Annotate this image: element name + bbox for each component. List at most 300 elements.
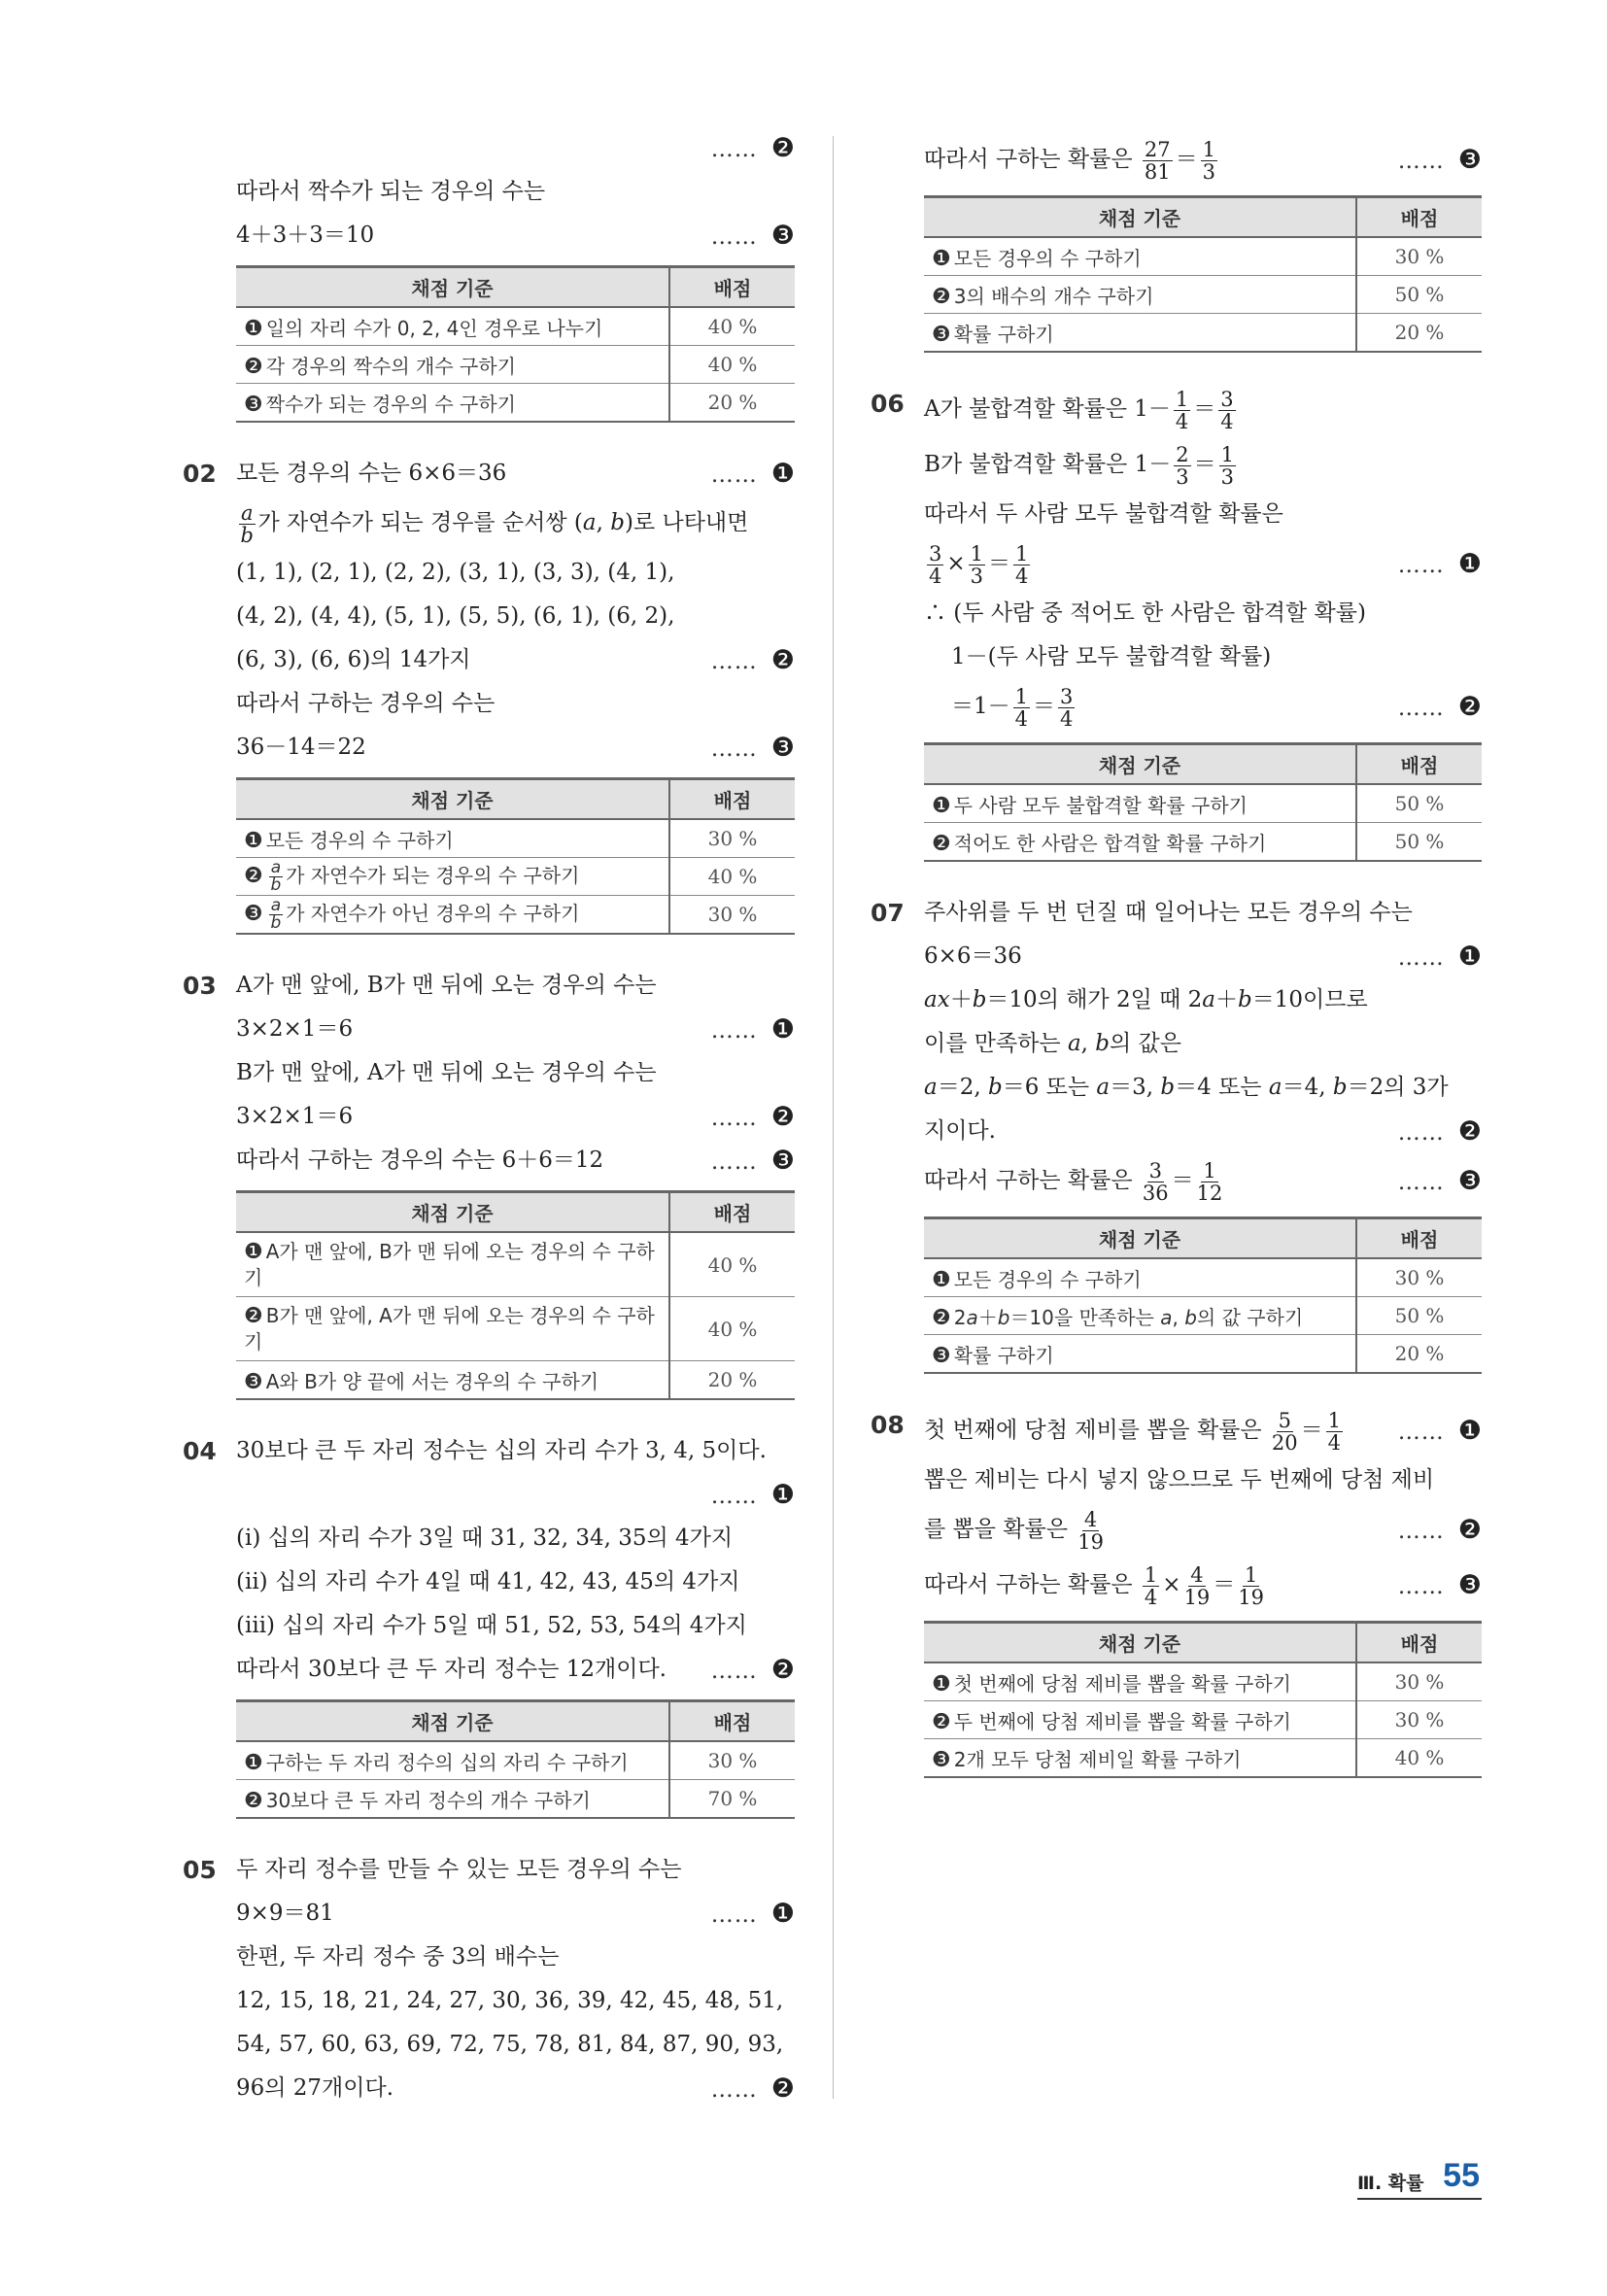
- text-segment: ＝6 또는: [1002, 1075, 1097, 1100]
- score-cell: 40 %: [669, 858, 795, 896]
- text-segment: 짝수가 되는 경우의 수 구하기: [265, 392, 517, 416]
- text-segment: 지이다.: [924, 1118, 996, 1144]
- solution-line: [236, 1648, 795, 1692]
- solution-line: [236, 1008, 795, 1051]
- denominator: 20: [1271, 1430, 1298, 1455]
- problem-07: [871, 891, 1482, 1374]
- text-segment: 따라서 구하는 확률은: [924, 1168, 1140, 1193]
- fraction: [1184, 1564, 1211, 1608]
- text-segment: 따라서 30보다 큰 두 자리 정수는 12개이다.: [236, 1657, 667, 1682]
- text-segment: 두 자리 정수를 만들 수 있는 모든 경우의 수는: [236, 1857, 682, 1882]
- score-header: 배점: [669, 779, 795, 820]
- text-segment: ＝: [1033, 694, 1056, 719]
- step-number-icon: ❷: [770, 2073, 795, 2104]
- numerator: 3: [929, 541, 942, 565]
- page-footer: [1357, 2159, 1482, 2200]
- solution-line: [924, 382, 1482, 437]
- solution-line: [236, 1892, 795, 1936]
- step-number-icon: ❸: [770, 1146, 795, 1176]
- text-segment: 30보다 큰 두 자리 정수는 십의 자리 수가 3, 4, 5이다.: [236, 1438, 767, 1463]
- text-segment: 뽑은 제비는 다시 넣지 않으므로 두 번째에 당첨 제비: [924, 1467, 1435, 1492]
- step-number-icon: ❸: [932, 322, 951, 347]
- fraction: [927, 543, 943, 587]
- score-cell: 30 %: [1356, 1701, 1482, 1739]
- text-segment: ＋: [977, 1305, 998, 1329]
- step-marker: [711, 452, 795, 497]
- table-row: [924, 1662, 1482, 1701]
- text-segment: ＝3,: [1110, 1075, 1161, 1100]
- criteria-cell: [924, 823, 1356, 862]
- text-segment: 모든 경우의 수는 6×6＝36: [236, 461, 507, 486]
- criteria-cell: [236, 384, 669, 423]
- page-number: 55: [1443, 2157, 1480, 2194]
- score-cell: 50 %: [1356, 823, 1482, 862]
- step-number-icon: ❶: [932, 1267, 951, 1292]
- text-segment: ＝: [1193, 452, 1216, 477]
- math-variable: b: [1095, 1031, 1111, 1056]
- step-number-icon: ❷: [932, 831, 951, 856]
- solution-line: [236, 682, 795, 726]
- math-variable: a: [582, 510, 597, 535]
- denominator: 19: [1077, 1529, 1104, 1554]
- step-number-icon: ❷: [770, 1655, 795, 1685]
- leader-dots: ……: [1397, 945, 1445, 971]
- step-marker: [1398, 132, 1482, 189]
- text-segment: 이를 만족하는: [924, 1031, 1068, 1056]
- solution-line: [924, 1502, 1482, 1558]
- text-segment: B가 불합격할 확률은 1－: [924, 452, 1172, 477]
- text-segment: ＝2의 3가: [1347, 1075, 1449, 1100]
- problem-number: 08: [871, 1411, 905, 1439]
- step-marker: [1398, 679, 1482, 737]
- text-segment: 3×2×1＝6: [236, 1016, 354, 1042]
- math-variable: a: [1160, 1305, 1173, 1329]
- step-number-icon: ❷: [1457, 1515, 1482, 1545]
- score-cell: 20 %: [669, 384, 795, 423]
- table-row: [924, 276, 1482, 314]
- step-marker: [711, 638, 795, 684]
- score-cell: 30 %: [669, 1741, 795, 1780]
- math-variable: a: [966, 1305, 978, 1329]
- math-variable: b: [972, 987, 987, 1012]
- leader-dots: ……: [710, 737, 758, 762]
- fraction: [1058, 686, 1075, 730]
- table-header-row: [236, 779, 795, 820]
- text-segment: ＋: [1215, 987, 1239, 1012]
- table-header-row: [924, 744, 1482, 785]
- table-header-row: [236, 267, 795, 308]
- score-cell: 30 %: [1356, 1662, 1482, 1701]
- step-marker: [711, 1473, 795, 1519]
- step-number-icon: ❶: [244, 316, 263, 341]
- column-divider: [833, 136, 834, 2099]
- criteria-cell: [236, 1232, 669, 1297]
- text-segment: 모든 경우의 수 구하기: [953, 246, 1142, 270]
- numerator: 1: [1244, 1562, 1258, 1587]
- solution-line: [236, 2023, 795, 2067]
- criteria-header: 채점 기준: [924, 197, 1356, 238]
- math-variable: b: [1184, 1305, 1197, 1329]
- step-marker: [711, 1139, 795, 1184]
- solution-line: [924, 1458, 1482, 1502]
- criteria-cell: [236, 307, 669, 346]
- solution-line: [236, 638, 795, 682]
- denominator: 4: [929, 564, 942, 588]
- text-segment: 구하는 두 자리 정수의 십의 자리 수 구하기: [265, 1750, 629, 1774]
- math-variable: a: [1202, 987, 1216, 1012]
- step-number-icon: ❷: [770, 133, 795, 163]
- step-number-icon: ❷: [932, 1305, 951, 1330]
- text-segment: ×: [946, 551, 966, 576]
- grading-table: [236, 1190, 795, 1400]
- criteria-cell: [236, 819, 669, 858]
- step-number-icon: ❸: [932, 1343, 951, 1368]
- denominator: 4: [1060, 706, 1074, 731]
- leader-dots: ……: [710, 1018, 758, 1044]
- score-cell: 50 %: [1356, 784, 1482, 823]
- text-segment: 12, 15, 18, 21, 24, 27, 30, 36, 39, 42, 45, 48, 51,: [236, 1988, 784, 2013]
- problem-continued: [183, 126, 795, 423]
- criteria-cell: [924, 1297, 1356, 1335]
- fraction: [1197, 1160, 1223, 1204]
- table-row: [924, 237, 1482, 276]
- text-segment: 한편, 두 자리 정수 중 3의 배수는: [236, 1944, 560, 1970]
- chapter-label: Ⅲ. 확률: [1357, 2173, 1424, 2194]
- denominator: b: [240, 523, 254, 547]
- table-row: [924, 1701, 1482, 1739]
- solution-line: [924, 493, 1482, 536]
- text-segment: 96의 27개이다.: [236, 2075, 394, 2101]
- step-number-icon: ❶: [770, 1899, 795, 1929]
- criteria-cell: [924, 1335, 1356, 1374]
- text-segment: 9×9＝81: [236, 1901, 334, 1926]
- problem-number: 05: [183, 1856, 217, 1884]
- text-segment: (ⅲ) 십의 자리 수가 5일 때 51, 52, 53, 54의 4가지: [236, 1613, 747, 1638]
- numerator: a: [241, 500, 254, 525]
- math-variable: a: [1268, 1075, 1282, 1100]
- problem-08: [871, 1403, 1482, 1778]
- text-segment: ＝: [1171, 1168, 1194, 1193]
- solution-line: [924, 592, 1482, 635]
- text-segment: 가 자연수가 되는 경우의 수 구하기: [286, 863, 580, 887]
- leader-dots: ……: [710, 137, 758, 162]
- step-number-icon: ❸: [932, 1747, 951, 1772]
- numerator: 1: [1144, 1562, 1158, 1587]
- solution-line: [924, 437, 1482, 493]
- table-row: [236, 346, 795, 384]
- numerator: 3: [1220, 387, 1234, 411]
- table-row: [236, 1232, 795, 1297]
- score-cell: 40 %: [669, 346, 795, 384]
- numerator: 1: [1175, 387, 1189, 411]
- step-number-icon: ❷: [1457, 1116, 1482, 1147]
- step-marker: [1398, 1558, 1482, 1615]
- criteria-cell: [924, 784, 1356, 823]
- text-segment: ＝4 또는: [1175, 1075, 1269, 1100]
- fraction: [269, 895, 283, 933]
- table-row: [236, 1297, 795, 1361]
- score-header: 배점: [1356, 744, 1482, 785]
- criteria-cell: [236, 1780, 669, 1819]
- text-segment: ＝: [1175, 147, 1198, 172]
- solution-line: [924, 891, 1482, 935]
- text-segment: )로 나타내면: [624, 510, 749, 535]
- criteria-cell: [236, 858, 669, 896]
- solution-line: [236, 1429, 795, 1473]
- step-number-icon: ❶: [932, 1671, 951, 1696]
- text-segment: ＝2,: [937, 1075, 988, 1100]
- leader-dots: ……: [710, 224, 758, 250]
- math-variable: a: [1096, 1075, 1111, 1100]
- score-header: 배점: [1356, 1218, 1482, 1259]
- text-segment: B가 맨 앞에, A가 맨 뒤에 오는 경우의 수 구하기: [244, 1304, 655, 1354]
- problem-03: [183, 964, 795, 1400]
- solution-line: [236, 595, 795, 638]
- solution-line: [236, 1473, 795, 1517]
- step-marker: [711, 1648, 795, 1694]
- table-row: [236, 819, 795, 858]
- text-segment: 따라서 구하는 경우의 수는: [236, 691, 496, 716]
- criteria-cell: [236, 1741, 669, 1780]
- score-cell: 40 %: [669, 1297, 795, 1361]
- text-segment: A와 B가 양 끝에 서는 경우의 수 구하기: [265, 1369, 599, 1393]
- solution-line: [924, 1066, 1482, 1110]
- denominator: 36: [1142, 1181, 1169, 1205]
- criteria-cell: [924, 314, 1356, 353]
- text-segment: 확률 구하기: [953, 1343, 1054, 1367]
- criteria-cell: [236, 896, 669, 935]
- text-segment: B가 맨 앞에, A가 맨 뒤에 오는 경우의 수는: [236, 1060, 657, 1085]
- step-number-icon: ❷: [770, 645, 795, 675]
- numerator: 1: [1327, 1408, 1342, 1432]
- denominator: 4: [1144, 1585, 1158, 1609]
- numerator: 1: [1202, 137, 1216, 161]
- score-cell: 30 %: [1356, 1258, 1482, 1297]
- table-row: [924, 1335, 1482, 1374]
- leader-dots: ……: [710, 1106, 758, 1131]
- table-row: [236, 896, 795, 935]
- table-row: [236, 1361, 795, 1400]
- solution-line: [236, 214, 795, 257]
- solution-line: [236, 170, 795, 214]
- text-segment: (6, 3), (6, 6)의 14가지: [236, 647, 471, 672]
- denominator: 4: [1327, 1430, 1342, 1455]
- step-number-icon: ❸: [1457, 1166, 1482, 1196]
- text-segment: A가 맨 앞에, B가 맨 뒤에 오는 경우의 수는: [236, 973, 657, 998]
- text-segment: 54, 57, 60, 63, 69, 72, 75, 78, 81, 84, 87, 90, 93,: [236, 2032, 784, 2057]
- leader-dots: ……: [1397, 1170, 1445, 1195]
- score-header: 배점: [669, 267, 795, 308]
- denominator: 19: [1183, 1585, 1211, 1609]
- math-variable: b: [1238, 987, 1252, 1012]
- score-cell: 40 %: [1356, 1739, 1482, 1778]
- leader-dots: ……: [1397, 1519, 1445, 1544]
- text-segment: 따라서 두 사람 모두 불합격할 확률은: [924, 501, 1283, 527]
- solution-line: [236, 1979, 795, 2023]
- step-number-icon: ❶: [244, 828, 263, 853]
- step-number-icon: ❶: [932, 793, 951, 818]
- step-number-icon: ❶: [770, 1480, 795, 1510]
- text-segment: 따라서 짝수가 되는 경우의 수는: [236, 179, 546, 204]
- solution-line: [236, 126, 795, 170]
- table-row: [924, 1297, 1482, 1335]
- text-segment: ＋: [949, 987, 973, 1012]
- numerator: a: [270, 895, 282, 915]
- fraction: [1218, 389, 1235, 432]
- step-marker: [1398, 1403, 1482, 1460]
- grading-table: [236, 265, 795, 423]
- text-segment: A가 맨 앞에, B가 맨 뒤에 오는 경우의 수 구하기: [244, 1240, 655, 1289]
- grading-table: [924, 742, 1482, 862]
- text-segment: (1, 1), (2, 1), (2, 2), (3, 1), (3, 3), (4, 1),: [236, 560, 675, 585]
- fraction: [969, 543, 985, 587]
- math-variable: b: [987, 1075, 1003, 1100]
- criteria-cell: [236, 346, 669, 384]
- leader-dots: ……: [1397, 553, 1445, 578]
- problem-number: 07: [871, 899, 905, 927]
- fraction: [1174, 389, 1190, 432]
- text-segment: 확률 구하기: [953, 322, 1054, 346]
- text-segment: 첫 번째에 당첨 제비를 뽑을 확률 구하기: [953, 1671, 1291, 1696]
- denominator: 3: [1202, 159, 1216, 184]
- text-segment: 적어도 한 사람은 합격할 확률 구하기: [953, 831, 1267, 855]
- leader-dots: ……: [710, 1902, 758, 1928]
- leader-dots: ……: [1397, 149, 1445, 174]
- leader-dots: ……: [710, 649, 758, 674]
- grading-table: [924, 1621, 1482, 1778]
- numerator: 1: [970, 541, 984, 565]
- fraction: [1219, 444, 1236, 488]
- criteria-header: 채점 기준: [924, 1218, 1356, 1259]
- table-row: [236, 384, 795, 423]
- leader-dots: ……: [1397, 1420, 1445, 1445]
- score-cell: 30 %: [669, 896, 795, 935]
- step-number-icon: ❶: [1457, 942, 1482, 972]
- leader-dots: ……: [710, 1484, 758, 1509]
- step-number-icon: ❸: [1457, 145, 1482, 175]
- step-number-icon: ❶: [1457, 1416, 1482, 1446]
- fraction: [1174, 444, 1190, 488]
- text-segment: 2: [953, 1305, 967, 1329]
- fraction: [1201, 139, 1217, 183]
- math-variable: a: [924, 1075, 938, 1100]
- right-column: [871, 132, 1482, 1778]
- text-segment: ＝4,: [1282, 1075, 1333, 1100]
- text-segment: 따라서 구하는 경우의 수는 6＋6＝12: [236, 1148, 604, 1173]
- table-row: [924, 823, 1482, 862]
- numerator: 4: [1190, 1562, 1204, 1587]
- grading-table: [924, 1217, 1482, 1374]
- criteria-cell: [924, 237, 1356, 276]
- problem-number: 04: [183, 1437, 217, 1465]
- solution-line: [236, 1095, 795, 1139]
- step-number-icon: ❸: [1457, 1570, 1482, 1600]
- problem-continued: [871, 132, 1482, 353]
- denominator: b: [270, 874, 282, 895]
- denominator: 4: [1015, 564, 1029, 588]
- leader-dots: ……: [1397, 696, 1445, 721]
- text-segment: 따라서 구하는 확률은: [924, 147, 1140, 172]
- text-segment: ＝: [1213, 1572, 1236, 1597]
- step-number-icon: ❶: [1457, 549, 1482, 579]
- leader-dots: ……: [710, 2077, 758, 2103]
- text-segment: 두 번째에 당첨 제비를 뽑을 확률 구하기: [953, 1709, 1291, 1733]
- text-segment: ＝10을 만족하는: [1009, 1305, 1161, 1329]
- text-segment: ＝: [1193, 396, 1216, 422]
- denominator: 12: [1196, 1181, 1223, 1205]
- leader-dots: ……: [710, 463, 758, 488]
- step-marker: [711, 126, 795, 172]
- step-number-icon: ❷: [244, 863, 263, 888]
- solution-line: [924, 536, 1482, 592]
- fraction: [1238, 1564, 1264, 1608]
- fraction: [1143, 1564, 1159, 1608]
- text-segment: 2개 모두 당첨 제비일 확률 구하기: [953, 1747, 1242, 1771]
- step-number-icon: ❷: [770, 1102, 795, 1132]
- leader-dots: ……: [710, 1659, 758, 1684]
- text-segment: 의 값 구하기: [1196, 1305, 1304, 1329]
- grading-table: [924, 195, 1482, 353]
- problem-number: 02: [183, 460, 217, 488]
- step-marker: [1398, 935, 1482, 980]
- math-variable: b: [610, 510, 625, 535]
- step-number-icon: ❶: [932, 246, 951, 271]
- step-number-icon: ❶: [770, 1014, 795, 1045]
- text-segment: 첫 번째에 당첨 제비를 뽑을 확률은: [924, 1418, 1269, 1443]
- fraction: [269, 857, 283, 895]
- numerator: 5: [1278, 1408, 1291, 1432]
- table-header-row: [236, 1701, 795, 1742]
- numerator: 1: [1220, 442, 1234, 466]
- step-marker: [1398, 536, 1482, 594]
- problem-number: 03: [183, 972, 217, 1000]
- solution-line: [924, 1153, 1482, 1209]
- denominator: 4: [1175, 409, 1189, 433]
- score-cell: 30 %: [1356, 237, 1482, 276]
- solution-line: [236, 452, 795, 496]
- text-segment: ,: [1172, 1305, 1185, 1329]
- step-number-icon: ❸: [770, 221, 795, 251]
- solution-line: [924, 1558, 1482, 1613]
- solution-line: [236, 1139, 795, 1182]
- text-segment: (ⅰ) 십의 자리 수가 3일 때 31, 32, 34, 35의 4가지: [236, 1525, 734, 1551]
- score-cell: 40 %: [669, 1232, 795, 1297]
- criteria-cell: [924, 1258, 1356, 1297]
- step-number-icon: ❶: [770, 459, 795, 489]
- criteria-cell: [236, 1361, 669, 1400]
- numerator: 3: [1060, 684, 1074, 708]
- criteria-header: 채점 기준: [236, 1192, 669, 1233]
- solution-line: [924, 679, 1482, 735]
- step-number-icon: ❷: [244, 1304, 263, 1328]
- criteria-cell: [924, 276, 1356, 314]
- denominator: 4: [1014, 706, 1029, 731]
- text-segment: 를 뽑을 확률은: [924, 1517, 1076, 1542]
- score-header: 배점: [1356, 1623, 1482, 1663]
- step-marker: [711, 2067, 795, 2112]
- step-number-icon: ❶: [244, 1750, 263, 1775]
- criteria-header: 채점 기준: [236, 779, 669, 820]
- score-cell: 70 %: [669, 1780, 795, 1819]
- table-row: [924, 1739, 1482, 1778]
- step-marker: [711, 214, 795, 259]
- denominator: 19: [1238, 1585, 1265, 1609]
- criteria-cell: [924, 1739, 1356, 1778]
- step-number-icon: ❷: [1457, 692, 1482, 722]
- fraction: [1143, 139, 1173, 183]
- step-number-icon: ❸: [244, 901, 263, 926]
- score-cell: 40 %: [669, 307, 795, 346]
